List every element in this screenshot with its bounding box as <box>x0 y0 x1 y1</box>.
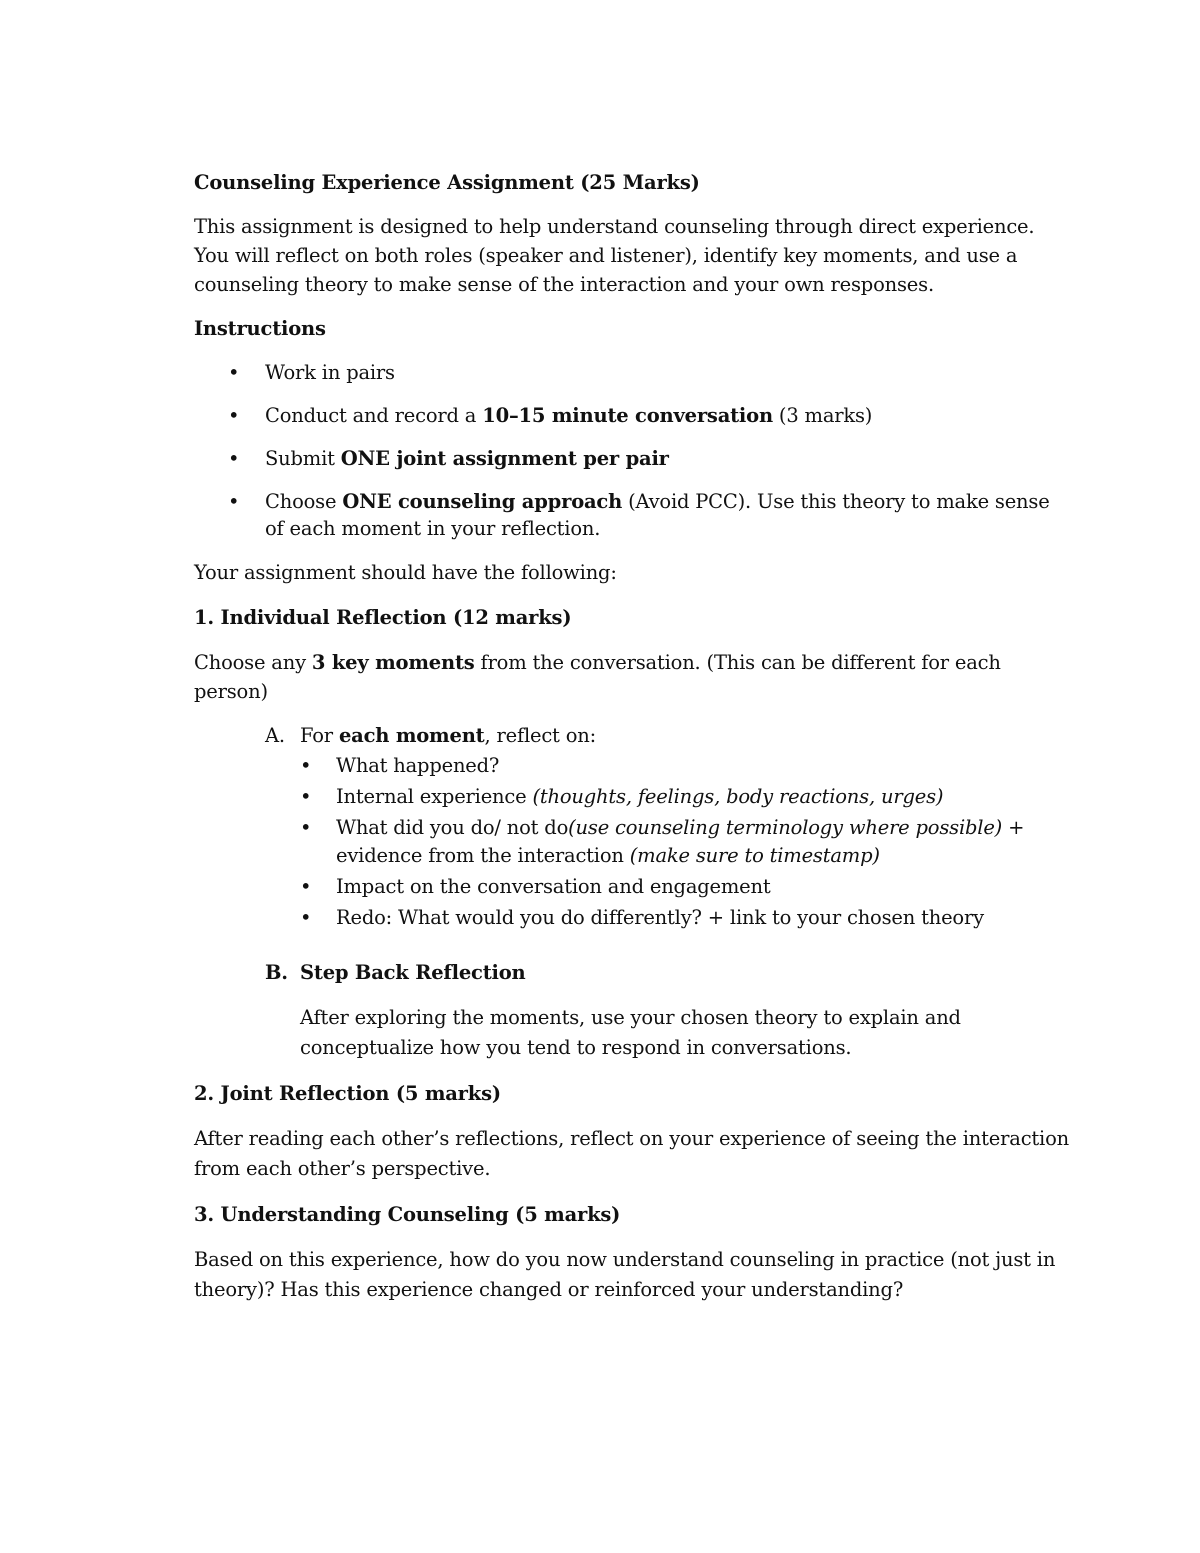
subsection-b-letter: B. <box>265 961 288 984</box>
list-item: • Impact on the conversation and engagement <box>300 873 1074 901</box>
bullet-icon: • <box>228 447 240 470</box>
list-item: • Redo: What would you do differently? + link to your chosen theory <box>300 904 1074 932</box>
section-2-heading: 2. Joint Reflection (5 marks) <box>194 1082 501 1105</box>
subsection-b-heading: Step Back Reflection <box>300 961 526 984</box>
list-item: • Submit ONE joint assignment per pair <box>228 447 669 470</box>
document-body <box>194 168 1074 1321</box>
intro-paragraph: This assignment is designed to help understand counseling through direct experience. You will reflect on both roles (speaker and listener), identify key moments, and use a counseling theory to make sense of the interaction and your own responses. <box>194 215 1035 296</box>
document-title: Counseling Experience Assignment (25 Marks) <box>194 171 700 194</box>
subsection-a-letter: A. <box>265 724 285 747</box>
bullet-icon: • <box>300 816 312 839</box>
bullet-icon: • <box>300 875 312 898</box>
subsection-b <box>194 958 1074 987</box>
instructions-heading: Instructions <box>194 317 326 340</box>
instructions-list <box>194 359 1074 542</box>
list-item: • What did you do/ not do(use counseling terminology where possible) + evidence from the interaction (make sure to timestamp) <box>300 816 1025 867</box>
list-item: • What happened? <box>300 752 1074 780</box>
list-item: • Choose ONE counseling approach (Avoid PCC). Use this theory to make sense of each moment in your reflection. <box>228 490 1050 540</box>
section-1-intro: Choose any 3 key moments from the conversation. (This can be different for each person) <box>194 651 1001 703</box>
subsection-a-lead: For each moment, reflect on: <box>300 724 596 747</box>
subsection-a <box>194 721 1074 932</box>
section-2-text: After reading each other’s reflections, reflect on your experience of seeing the interaction from each other’s perspective. <box>194 1127 1069 1180</box>
bullet-icon: • <box>300 785 312 808</box>
section-3-heading: 3. Understanding Counseling (5 marks) <box>194 1203 621 1226</box>
section-3-text: Based on this experience, how do you now understand counseling in practice (not just in theory)? Has this experience changed or reinforced your understanding? <box>194 1248 1056 1301</box>
list-item: • Internal experience (thoughts, feelings, body reactions, urges) <box>300 783 1074 811</box>
bullet-icon: • <box>300 906 312 929</box>
subsection-b-text: After exploring the moments, use your chosen theory to explain and conceptualize how you tend to respond in conversations. <box>300 1006 961 1059</box>
reflection-points-list <box>300 752 1074 932</box>
list-item: • Work in pairs <box>228 361 395 384</box>
bullet-icon: • <box>228 490 240 513</box>
bullet-icon: • <box>228 361 240 384</box>
bullet-icon: • <box>300 754 312 777</box>
section-1-heading: 1. Individual Reflection (12 marks) <box>194 606 572 629</box>
bullet-icon: • <box>228 404 240 427</box>
requirements-intro: Your assignment should have the following: <box>194 561 617 584</box>
list-item: • Conduct and record a 10–15 minute conversation (3 marks) <box>228 404 873 427</box>
